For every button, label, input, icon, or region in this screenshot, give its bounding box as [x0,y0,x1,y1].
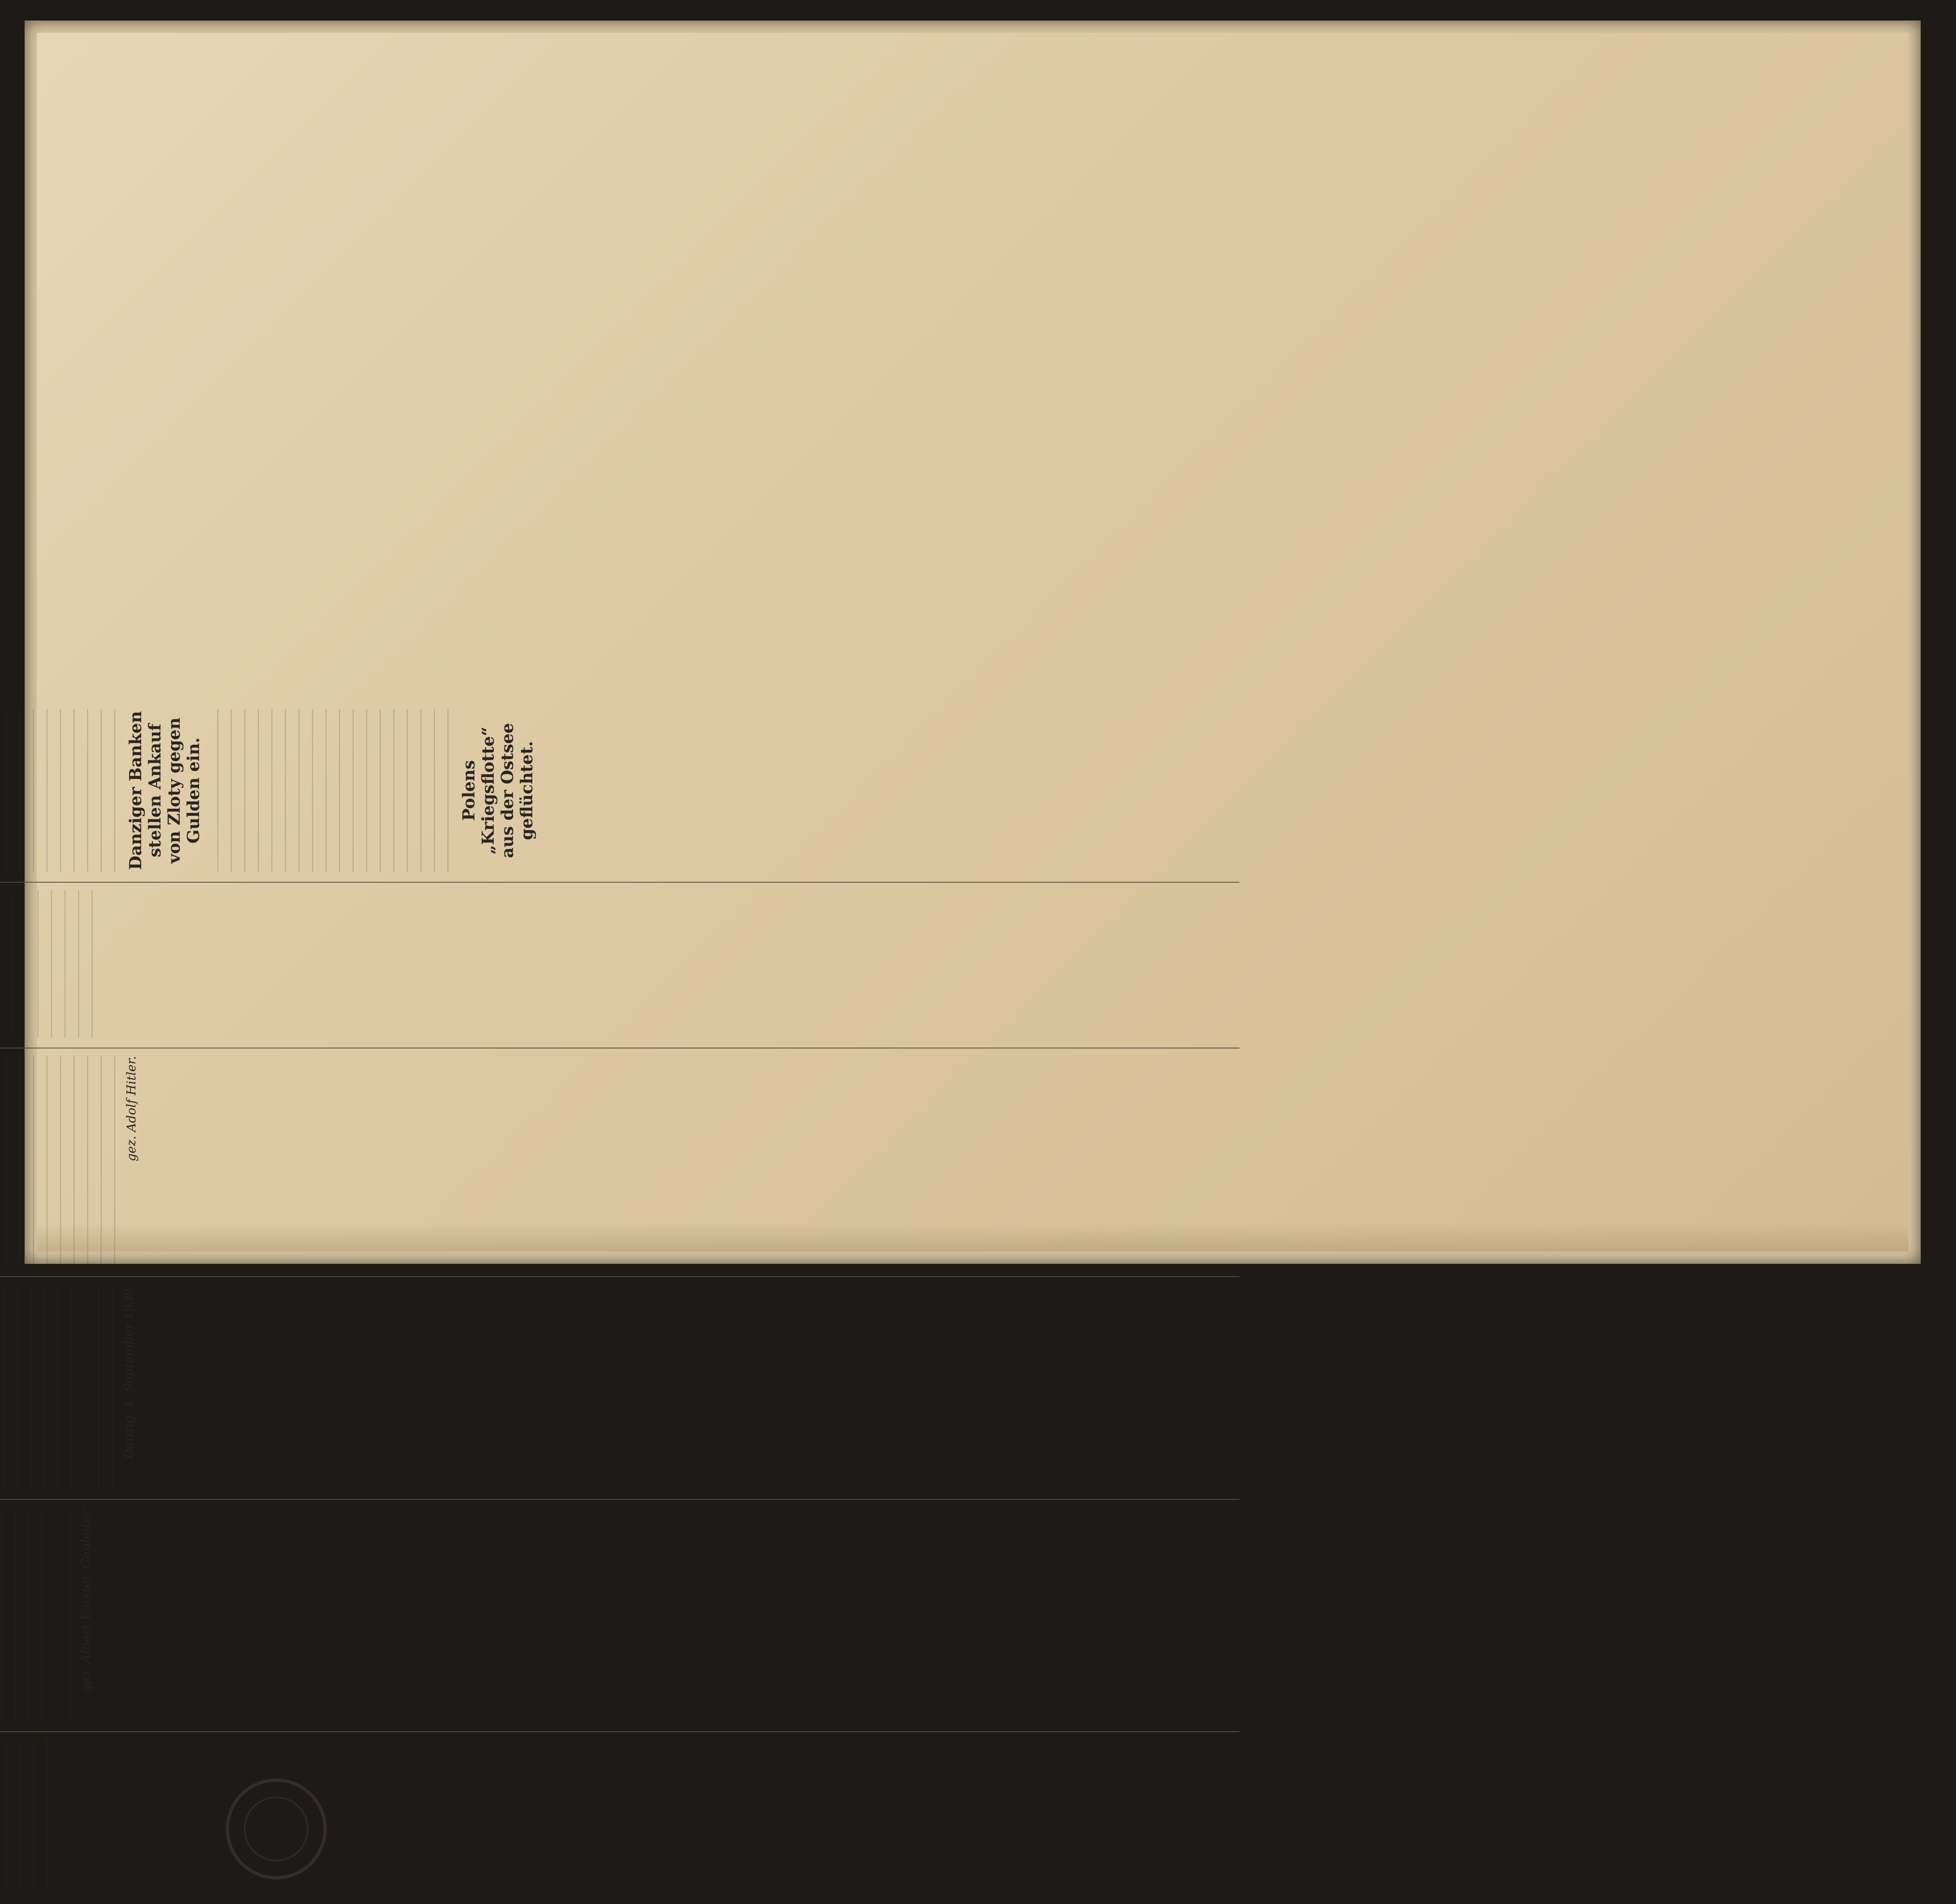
rotated-newspaper-content [0,685,1256,1904]
article-body-text [0,1739,53,1888]
article-column [0,1276,1239,1489]
article-subtitle: Danziger Banken stellen Ankauf von Zloty gegen Gulden ein. [126,711,203,870]
article-body-text [0,1507,75,1721]
article-column [0,882,1239,1038]
article-body-text [0,709,120,872]
article-body-text [0,1284,118,1489]
article-column [0,702,1239,872]
article-column [0,1731,1239,1888]
article-body-text [0,890,98,1038]
article-body-text [207,709,453,872]
newspaper-page [37,33,1908,1693]
newspaper-page-frame [25,21,1921,1693]
library-stamp-icon [226,1778,327,1879]
article-signature: gez. Albert Forster, Gauleiter. [79,1507,94,1693]
stamp-inner-ring [244,1796,309,1861]
article-signature: Danzig, 1. September 1939. [122,1284,136,1459]
article-column [0,1499,1239,1721]
page-edge-stain [37,1223,1908,1252]
article-title-secondary: Polens „Kriegsflotte“ aus der Ostsee geflüchtet. [459,723,536,858]
article-columns [0,702,1239,1888]
article-signature: gez. Adolf Hitler. [124,1056,139,1162]
